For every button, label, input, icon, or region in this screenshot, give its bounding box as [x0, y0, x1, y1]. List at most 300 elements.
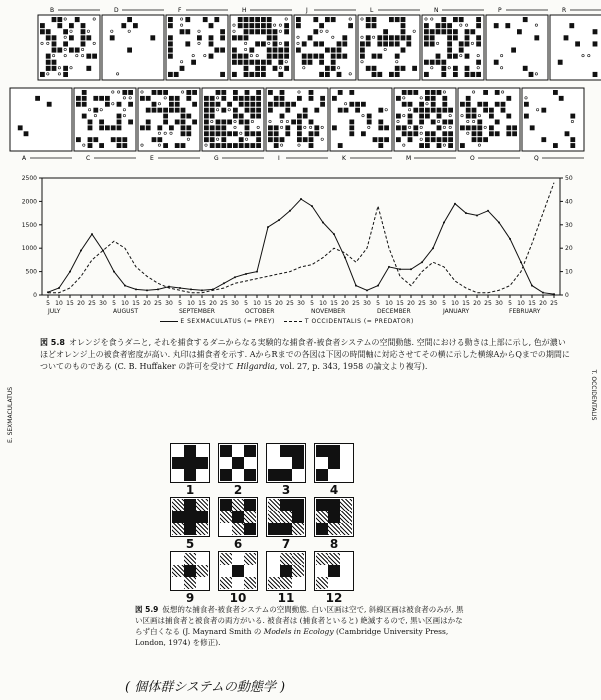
mini-cell [244, 457, 256, 469]
x-tick: 15 [528, 300, 536, 307]
prey-point [366, 289, 368, 291]
mini-cell [340, 523, 352, 535]
x-tick: 10 [187, 300, 195, 307]
mini-cell [280, 499, 292, 511]
figure-5-8-caption [40, 337, 570, 373]
mini-cell [292, 553, 304, 565]
x-tick: 25 [88, 300, 96, 307]
y-tick-left: 1500 [21, 221, 37, 229]
mini-cell [172, 523, 184, 535]
spatial-panel-P [486, 15, 548, 80]
prey-point [487, 210, 489, 212]
prey-line [48, 199, 554, 294]
mini-cell [184, 499, 196, 511]
mini-cell [244, 565, 256, 577]
mini-cell [232, 511, 244, 523]
mini-cell [328, 577, 340, 589]
panel-label-C: C [86, 155, 91, 162]
spatial-panel-B [38, 15, 100, 80]
mini-cell [172, 469, 184, 481]
x-tick: 30 [99, 300, 107, 307]
mini-cell [280, 565, 292, 577]
x-tick: 5 [112, 300, 116, 307]
mini-cell [316, 523, 328, 535]
prey-point [124, 285, 126, 287]
y-tick-right: 50 [565, 175, 573, 182]
prey-point [113, 271, 115, 273]
spatial-panel-G [202, 88, 264, 151]
mini-cell [328, 511, 340, 523]
panel-label-B: B [50, 7, 55, 14]
y-tick-left: 2000 [21, 198, 37, 206]
mini-cell [292, 511, 304, 523]
chart-series [47, 183, 555, 295]
spatial-panels [0, 0, 601, 170]
prey-point [399, 268, 401, 270]
mini-cell [244, 511, 256, 523]
mini-cell [232, 457, 244, 469]
caption-number-5-9: 図 5.9 [135, 605, 159, 614]
mini-cell [340, 445, 352, 457]
mini-cell [340, 553, 352, 565]
mini-cell [316, 469, 328, 481]
panel-label-M: M [406, 155, 412, 162]
mini-cell [280, 577, 292, 589]
spatial-panel-M [394, 88, 456, 151]
prey-point [509, 238, 511, 240]
mini-grid-number: 11 [277, 591, 295, 605]
prey-point [157, 288, 159, 290]
prey-point [553, 293, 555, 295]
mini-grid-11 [266, 551, 306, 591]
panel-label-E: E [150, 155, 154, 162]
prey-point [300, 198, 302, 200]
mini-cell [184, 565, 196, 577]
mini-grid-7 [266, 497, 306, 537]
spatial-panel-Q [522, 88, 584, 151]
caption-tail-5-9: (Cambridge University Press, London, 1974) を修正). [135, 627, 449, 647]
prey-point [201, 289, 203, 291]
mini-cell [244, 499, 256, 511]
prey-point [465, 212, 467, 214]
mini-cell [244, 445, 256, 457]
x-tick: 30 [429, 300, 437, 307]
panel-label-L: L [370, 7, 374, 14]
prey-point [355, 285, 357, 287]
panel-label-N: N [434, 7, 439, 14]
mini-cell [184, 445, 196, 457]
mini-cell [268, 577, 280, 589]
mini-cell [184, 553, 196, 565]
x-tick: 10 [253, 300, 261, 307]
mini-grid-number: 1 [185, 483, 195, 497]
prey-point [256, 271, 258, 273]
caption-text-5-9: 仮想的な捕食者-被食者システムの空間動態. 白い区画は空で, 斜線区画は被食者のみが, 黒い区画は捕食者と被食者の両方がいる. 被食者は (捕食者といると) 絶滅するので, 黒い区画はかならず白くなる (J. Maynard Smith の [135, 605, 464, 636]
x-tick: 25 [352, 300, 360, 307]
spatial-panel-D [102, 15, 164, 80]
mini-cell [280, 523, 292, 535]
x-tick: 10 [319, 300, 327, 307]
x-tick: 10 [451, 300, 459, 307]
x-tick: 20 [209, 300, 217, 307]
mini-grid-3 [266, 443, 306, 483]
prey-point [333, 233, 335, 235]
mini-grid-number: 8 [329, 537, 339, 551]
x-tick: 25 [418, 300, 426, 307]
spatial-panel-F [166, 15, 228, 80]
spatial-panel-R [550, 15, 601, 80]
y-tick-left: 500 [25, 268, 37, 276]
mini-cell [340, 511, 352, 523]
x-tick: 10 [517, 300, 525, 307]
mini-cell [340, 577, 352, 589]
prey-point [454, 203, 456, 205]
mini-cell [280, 469, 292, 481]
mini-cell [172, 457, 184, 469]
mini-cell [280, 445, 292, 457]
mini-cell [196, 565, 208, 577]
x-tick: 30 [165, 300, 173, 307]
mini-cell [232, 523, 244, 535]
panel-label-P: P [498, 7, 502, 14]
prey-point [146, 289, 148, 291]
prey-point [388, 266, 390, 268]
mini-cell [340, 499, 352, 511]
x-tick: 5 [508, 300, 512, 307]
mini-cell [196, 511, 208, 523]
mini-cell [292, 499, 304, 511]
mini-cell [172, 511, 184, 523]
mini-cell [328, 523, 340, 535]
mini-cell [292, 565, 304, 577]
x-tick: 20 [539, 300, 547, 307]
spatial-panel-I [266, 88, 328, 151]
mini-cell [220, 457, 232, 469]
mini-cell [196, 553, 208, 565]
prey-point [344, 257, 346, 259]
x-tick: 25 [550, 300, 558, 307]
mini-cell [172, 445, 184, 457]
x-tick: 25 [286, 300, 294, 307]
spatial-panel-N [422, 15, 484, 80]
panel-label-J: J [306, 7, 308, 14]
mini-cell [268, 445, 280, 457]
x-tick: 20 [77, 300, 85, 307]
mini-cell [268, 499, 280, 511]
plot-frame [42, 178, 560, 295]
mini-cell [232, 577, 244, 589]
panel-label-O: O [470, 155, 475, 162]
spatial-panel-K [330, 88, 392, 151]
x-tick: 30 [231, 300, 239, 307]
mini-grid-5 [170, 497, 210, 537]
spatial-panel-H [230, 15, 292, 80]
x-tick: 10 [385, 300, 393, 307]
prey-point [245, 273, 247, 275]
mini-grid-number: 2 [233, 483, 243, 497]
mini-grid-10 [218, 551, 258, 591]
spatial-panel-L [358, 15, 420, 80]
mini-grid-6 [218, 497, 258, 537]
prey-point [179, 287, 181, 289]
mini-grid-number: 12 [325, 591, 343, 605]
mini-cell [280, 457, 292, 469]
mini-cell [196, 469, 208, 481]
x-tick: 5 [310, 300, 314, 307]
month-label: AUGUST [113, 308, 139, 315]
mini-cell [232, 553, 244, 565]
x-tick: 25 [220, 300, 228, 307]
mini-cell [220, 499, 232, 511]
x-tick: 20 [341, 300, 349, 307]
x-tick: 10 [121, 300, 129, 307]
mini-cell [232, 445, 244, 457]
x-tick: 15 [330, 300, 338, 307]
mini-cell [196, 445, 208, 457]
chart-axes [42, 178, 560, 295]
caption-book: Models in Ecology [263, 627, 334, 636]
handwritten-note: ( 個体群システムの動態学 ) [125, 680, 286, 695]
mini-grid-number: 4 [329, 483, 339, 497]
mini-cell [220, 511, 232, 523]
mini-cell [340, 565, 352, 577]
mini-grid-1 [170, 443, 210, 483]
legend-prey: E SEXMACULATUS (= PREY) [180, 318, 275, 325]
chart-legend [160, 318, 414, 325]
mini-grid-2 [218, 443, 258, 483]
panel-label-D: D [114, 7, 119, 14]
mini-grid-8 [314, 497, 354, 537]
mini-cell [244, 523, 256, 535]
mini-cell [172, 577, 184, 589]
y-axis-label-left: E. SEXMACULATUS [7, 386, 14, 444]
y-tick-right: 20 [565, 245, 573, 253]
mini-cell [268, 553, 280, 565]
spatial-panel-O [458, 88, 520, 151]
prey-point [432, 247, 434, 249]
mini-grid-number: 3 [281, 483, 291, 497]
x-tick: 5 [178, 300, 182, 307]
prey-point [498, 221, 500, 223]
month-label: JANUARY [443, 308, 470, 315]
caption-tail: vol. 27, p. 343, 1958 の論文より複写). [280, 362, 428, 371]
mini-cell [244, 469, 256, 481]
mini-cell [316, 457, 328, 469]
y-tick-left: 0 [33, 292, 37, 299]
y-tick-left: 2500 [21, 175, 37, 182]
month-label: FEBRUARY [509, 308, 541, 315]
prey-point [476, 214, 478, 216]
legend-predator: T OCCIDENTALIS (= PREDATOR) [304, 318, 414, 325]
prey-point [80, 250, 82, 252]
legend-solid-line [160, 321, 178, 322]
prey-point [58, 287, 60, 289]
x-tick: 30 [495, 300, 503, 307]
mini-grid-number: 6 [233, 537, 243, 551]
spatial-panel-A [10, 88, 72, 151]
y-tick-right: 0 [565, 292, 569, 299]
x-tick: 5 [376, 300, 380, 307]
mini-cell [184, 457, 196, 469]
mini-cell [292, 445, 304, 457]
mini-cell [220, 565, 232, 577]
prey-point [267, 226, 269, 228]
mini-cell [328, 499, 340, 511]
mini-grid-4 [314, 443, 354, 483]
mini-grid-number: 9 [185, 591, 195, 605]
x-tick: 25 [154, 300, 162, 307]
mini-cell [184, 523, 196, 535]
mini-cell [220, 469, 232, 481]
y-tick-right: 40 [565, 198, 573, 206]
mini-cell [292, 523, 304, 535]
prey-point [410, 268, 412, 270]
prey-point [531, 285, 533, 287]
mini-cell [196, 577, 208, 589]
x-tick: 5 [244, 300, 248, 307]
mini-cell [184, 469, 196, 481]
x-tick: 20 [473, 300, 481, 307]
y-tick-right: 10 [565, 268, 573, 276]
prey-point [443, 221, 445, 223]
prey-point [311, 205, 313, 207]
mini-cell [220, 445, 232, 457]
panel-grid-svg [0, 0, 601, 170]
panel-label-K: K [342, 155, 346, 162]
mini-cell [172, 499, 184, 511]
mini-cell [232, 499, 244, 511]
spatial-panel-C [74, 88, 136, 151]
x-tick: 15 [396, 300, 404, 307]
mini-cell [196, 523, 208, 535]
mini-cell [316, 565, 328, 577]
x-tick: 20 [143, 300, 151, 307]
x-tick: 25 [484, 300, 492, 307]
x-tick: 5 [46, 300, 50, 307]
mini-cell [172, 565, 184, 577]
mini-cell [220, 523, 232, 535]
caption-text: オレンジを食うダニと, それを捕食するダニからなる実験的な捕食者-被食者システムの空間動態. 空間における動きは上部に示し, 色が濃いほどオレンジ上の被食者密度が高い. 丸印は捕食者を示す. AからRまでの各図は下図の時間軸に対応させてその横に示した横線AからQまでの期間についてのものである (C. B. Huffaker の許可を受けて [40, 338, 570, 371]
prey-point [190, 288, 192, 290]
prey-point [91, 233, 93, 235]
mini-cell [316, 511, 328, 523]
panel-label-R: R [562, 7, 567, 14]
legend-dashed-line [284, 321, 302, 322]
x-tick: 20 [407, 300, 415, 307]
y-tick-left: 1000 [21, 245, 37, 253]
mini-grid-12 [314, 551, 354, 591]
mini-grid-number: 5 [185, 537, 195, 551]
x-tick: 5 [442, 300, 446, 307]
month-label: DECEMBER [377, 308, 411, 315]
mini-cell [328, 457, 340, 469]
x-tick: 15 [66, 300, 74, 307]
x-tick: 10 [55, 300, 63, 307]
mini-cell [316, 577, 328, 589]
prey-point [278, 219, 280, 221]
mini-cell [244, 553, 256, 565]
mini-grid-number: 7 [281, 537, 291, 551]
chart-ticks [22, 175, 573, 315]
mini-cell [172, 553, 184, 565]
mini-cell [328, 553, 340, 565]
y-axis-label-right: T. OCCIDENTALIS [590, 369, 597, 421]
panel-label-F: F [178, 7, 182, 14]
panel-label-H: H [242, 7, 247, 14]
x-tick: 15 [264, 300, 272, 307]
x-tick: 20 [275, 300, 283, 307]
month-label: NOVEMBER [311, 308, 346, 315]
month-label: OCTOBER [245, 308, 275, 315]
mini-cell [292, 577, 304, 589]
x-tick: 30 [297, 300, 305, 307]
mini-cell [196, 499, 208, 511]
prey-point [135, 288, 137, 290]
mini-cell [232, 565, 244, 577]
mini-cell [268, 565, 280, 577]
x-tick: 30 [363, 300, 371, 307]
prey-point [234, 276, 236, 278]
mini-cell [316, 553, 328, 565]
mini-cell [316, 499, 328, 511]
mini-cell [316, 445, 328, 457]
spatial-panel-J [294, 15, 356, 80]
spatial-panel-E [138, 88, 200, 151]
mini-cell [232, 469, 244, 481]
mini-cell [280, 511, 292, 523]
panel-label-I: I [278, 155, 280, 162]
mini-cell [268, 457, 280, 469]
mini-cell [244, 577, 256, 589]
prey-point [322, 221, 324, 223]
mini-cell [220, 577, 232, 589]
mini-cell [292, 469, 304, 481]
mini-cell [340, 457, 352, 469]
prey-point [223, 282, 225, 284]
month-label: SEPTEMBER [179, 308, 215, 315]
mini-cell [184, 511, 196, 523]
mini-cell [268, 523, 280, 535]
mini-cell [184, 577, 196, 589]
caption-number: 図 5.8 [40, 338, 65, 347]
mini-cell [220, 553, 232, 565]
prey-point [69, 271, 71, 273]
mini-cell [328, 445, 340, 457]
panel-label-A: A [22, 155, 27, 162]
prey-point [377, 285, 379, 287]
figure-5-9-caption [135, 604, 465, 648]
panel-label-Q: Q [534, 155, 539, 162]
x-tick: 15 [462, 300, 470, 307]
prey-point [421, 261, 423, 263]
x-tick: 15 [198, 300, 206, 307]
caption-journal: Hilgardia, [236, 362, 278, 371]
prey-point [542, 292, 544, 294]
mini-cell [280, 553, 292, 565]
y-tick-right: 30 [565, 221, 573, 229]
x-tick: 15 [132, 300, 140, 307]
mini-grid-number: 10 [229, 591, 247, 605]
mini-cell [268, 511, 280, 523]
mini-cell [328, 469, 340, 481]
prey-point [289, 210, 291, 212]
mini-grid-9 [170, 551, 210, 591]
prey-point [520, 261, 522, 263]
mini-cell [292, 457, 304, 469]
mini-cell [196, 457, 208, 469]
panel-label-G: G [214, 155, 219, 162]
mini-cell [340, 469, 352, 481]
